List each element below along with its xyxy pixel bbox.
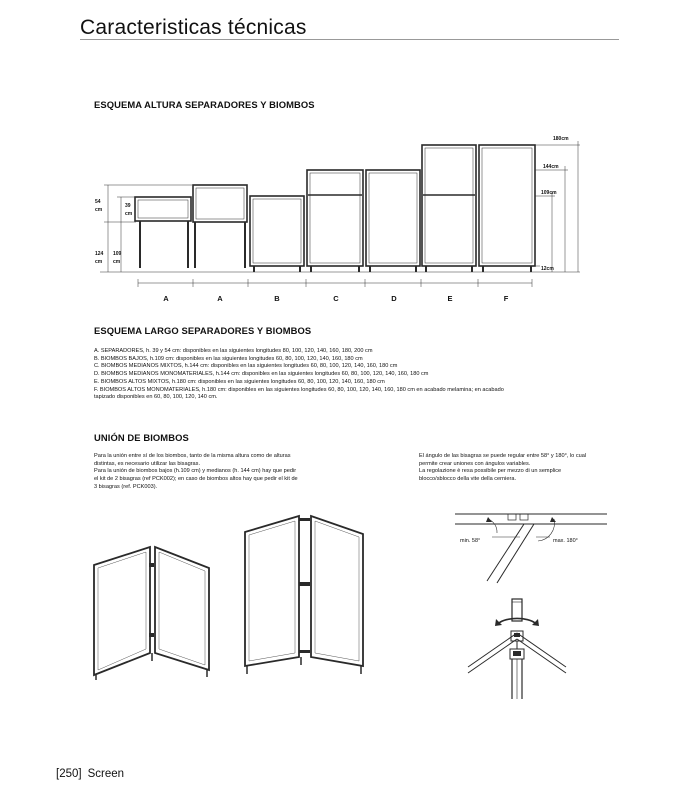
spec-line: D. BIOMBOS MEDIANOS MONOMATERIALES, h.144 cm: disponibles en las siguientes longitudes 60, 80, 100, 120, 140, 160, 180 cm xyxy=(94,371,429,378)
union-text-line: Para la unión de biombos bajos (h.109 cm) y medianos (h. 144 cm) hay que pedir xyxy=(94,468,297,475)
union-text-line: blocco/sblocco della vite della cerniera. xyxy=(419,476,517,483)
panel-a-54 xyxy=(193,185,247,268)
union-text-line: El ángulo de las bisagras se puede regular entre 58° y 180°, lo cual xyxy=(419,453,587,459)
union-text-line: permite crear uniones con ángulos variables. xyxy=(419,460,531,467)
spec-line: tapizado disponibles en 60, 80, 100, 120, 140 cm. xyxy=(94,394,218,401)
dim-label-124: 124 xyxy=(95,251,104,257)
union-text-line: 3 bisagras (ref. PCK003). xyxy=(94,483,158,490)
dim-label-54: 54 xyxy=(95,199,101,205)
dim-label-144: 144cm xyxy=(543,164,559,170)
height-diagram xyxy=(0,120,680,310)
low-screens-illustration xyxy=(85,535,225,685)
dim-label-109b: 109 xyxy=(113,251,122,257)
union-text-line: el kit de 2 bisagras (ref PCK002); en caso de biombos altos hay que pedir el kit de xyxy=(94,476,298,483)
dim-label-124-unit: cm xyxy=(95,259,103,265)
panel-e xyxy=(422,145,476,272)
footer-label: Screen xyxy=(87,768,125,780)
dim-label-12: 12cm xyxy=(541,266,554,272)
height-section-title: ESQUEMA ALTURA SEPARADORES Y BIOMBOS xyxy=(94,99,315,110)
spec-line: B. BIOMBOS BAJOS, h.109 cm: disponibles en las siguientes longitudes 60, 80, 100, 120, 140, 160, 180 cm xyxy=(94,355,363,362)
union-right-text xyxy=(419,453,586,484)
dim-label-180: 180cm xyxy=(553,136,569,142)
dim-label-109: 109cm xyxy=(541,190,557,196)
dim-label-54-unit: cm xyxy=(95,207,103,213)
letter-b: B xyxy=(274,294,280,303)
letter-a2: A xyxy=(217,294,223,303)
union-text-line: Para la unión entre sí de los biombos, tanto de la misma altura como de alturas xyxy=(94,453,291,459)
angle-max-label: max. 180° xyxy=(553,538,578,544)
union-left-text xyxy=(94,453,298,492)
panel-d xyxy=(366,170,420,272)
spec-line: E. BIOMBOS ALTOS MIXTOS, h.180 cm: disponibles en las siguientes longitudes 60, 80, 100, 120, 140, 160, 180 cm xyxy=(94,378,385,385)
union-text-line: La regolazione è resa possibile per mezzo di un semplice xyxy=(419,468,562,475)
page-number: [250] xyxy=(56,768,82,780)
spec-line: F. BIOMBOS ALTOS MONOMATERIALES, h.180 cm: disponibles en las siguientes longitudes 60, 80, 100, 120, 140, 160, 180 cm en acabado melamina; en acabado xyxy=(94,386,504,393)
panel-a-39 xyxy=(135,197,191,268)
angle-min-label: min. 58° xyxy=(460,538,481,544)
spec-line: C. BIOMBOS MEDIANOS MIXTOS, h.144 cm: disponibles en las siguientes longitudes 60, 80, 100, 120, 140, 160, 180 cm xyxy=(94,363,398,370)
width-spec-list xyxy=(94,348,504,402)
hinge-detail-diagram xyxy=(462,597,572,702)
page-title: Caracteristicas técnicas xyxy=(80,16,307,39)
panel-c xyxy=(307,170,363,272)
panel-f xyxy=(479,145,535,272)
union-text-line: distintas, es necesario utilizar las bisagras. xyxy=(94,460,201,467)
letter-c: C xyxy=(333,294,339,303)
page-footer xyxy=(56,768,130,780)
union-section-title: UNIÓN DE BIOMBOS xyxy=(94,432,189,443)
title-divider xyxy=(80,39,619,40)
hinge-angle-diagram xyxy=(452,505,612,587)
letter-d: D xyxy=(391,294,397,303)
dim-label-39-unit: cm xyxy=(125,211,133,217)
letter-f: F xyxy=(503,294,509,303)
tall-screens-illustration xyxy=(235,510,370,680)
width-section-title: ESQUEMA LARGO SEPARADORES Y BIOMBOS xyxy=(94,325,312,336)
letter-e: E xyxy=(447,294,453,303)
spec-line: A. SEPARADORES, h. 39 y 54 cm: disponibles en las siguientes longitudes 80, 100, 120, 140, 160, 180, 200 cm xyxy=(94,348,373,354)
dim-label-39: 39 xyxy=(125,203,131,209)
letter-a1: A xyxy=(163,294,169,303)
dim-label-109b-unit: cm xyxy=(113,259,121,265)
panel-b xyxy=(250,196,304,272)
